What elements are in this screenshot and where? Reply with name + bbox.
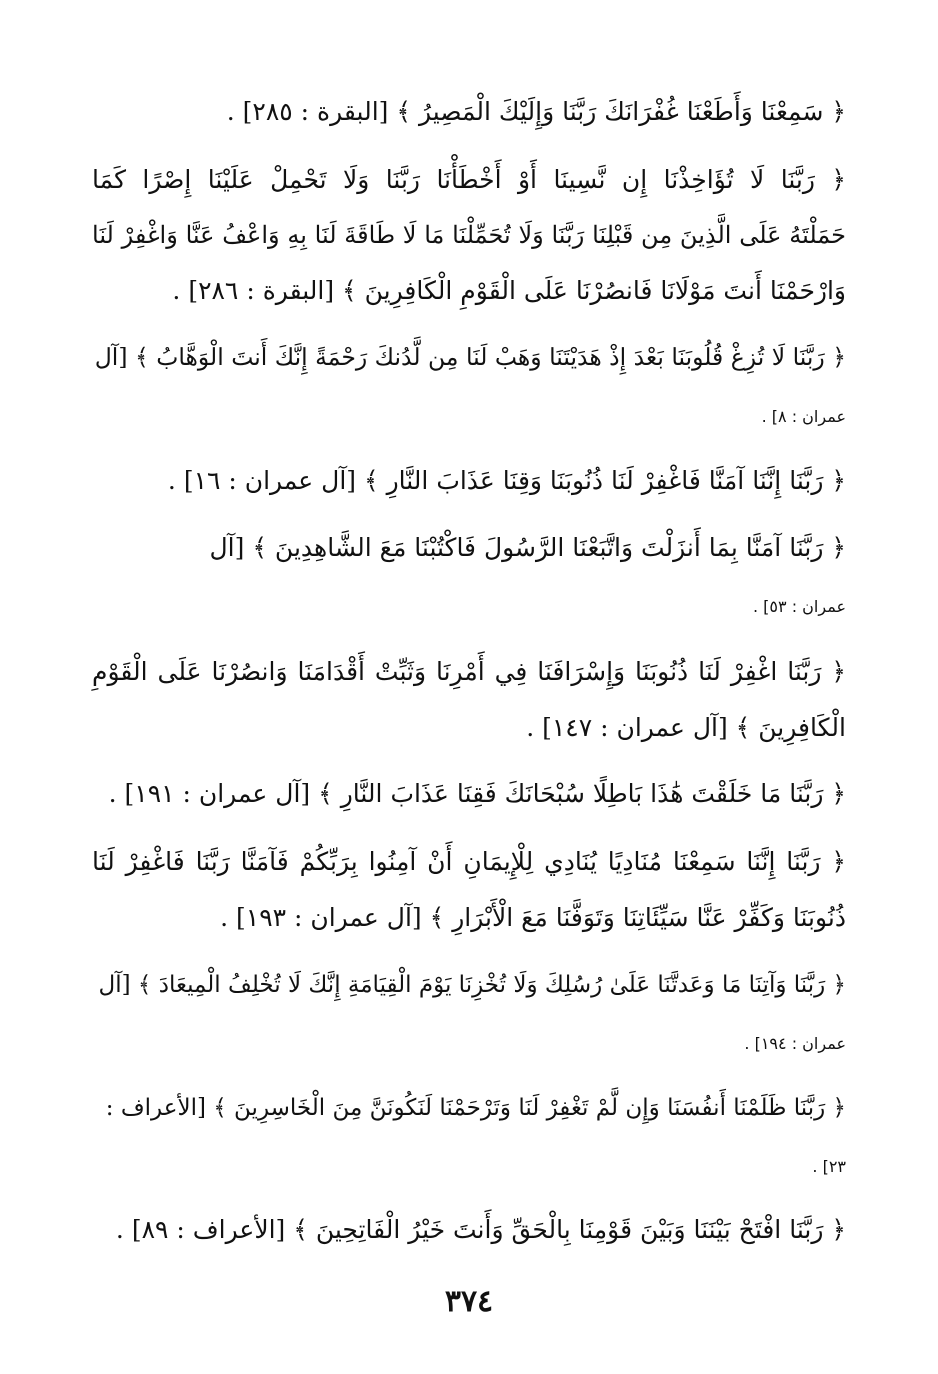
verse-line-11: الْكَافِرِينَ ﴾ [آل عمران : ١٤٧] . [526,713,846,742]
verse-line-19: ﴿ رَبَّنَا افْتَحْ بَيْنَنَا وَبَيْنَ قَوْمِنَا بِالْحَقِّ وَأَنتَ خَيْرُ الْفَاتِحِينَ ﴾ [الأعراف : ٨٩] . [115,1215,846,1244]
verse-line-15: ﴿ رَبَّنَا وَآتِنَا مَا وَعَدتَّنَا عَلَىٰ رُسُلِكَ وَلَا تُخْزِنَا يَوْمَ الْقِيَامَةِ إِنَّكَ لَا تُخْلِفُ الْمِيعَادَ ﴾ [آل [98,972,846,998]
verse-line-8: ﴿ رَبَّنَا آمَنَّا بِمَا أَنزَلْتَ وَاتَّبَعْنَا الرَّسُولَ فَاكْتُبْنَا مَعَ الشَّاهِدِينَ ﴾ [آل [209,533,846,562]
verse-line-12: ﴿ رَبَّنَا مَا خَلَقْتَ هَٰذَا بَاطِلًا سُبْحَانَكَ فَقِنَا عَذَابَ النَّارِ ﴾ [آل عمران : ١٩١] . [108,779,846,808]
verse-line-5: ﴿ رَبَّنَا لَا تُزِغْ قُلُوبَنَا بَعْدَ إِذْ هَدَيْتَنَا وَهَبْ لَنَا مِن لَّدُنكَ رَحْمَةً إِنَّكَ أَنتَ الْوَهَّابُ ﴾ [آل [94,343,846,371]
verse-line-17: ﴿ رَبَّنَا ظَلَمْنَا أَنفُسَنَا وَإِن لَّمْ تَغْفِرْ لَنَا وَتَرْحَمْنَا لَنَكُونَنَّ مِنَ الْخَاسِرِينَ ﴾ [الأعراف : [105,1095,846,1121]
verse-line-10: ﴿ رَبَّنَا اغْفِرْ لَنَا ذُنُوبَنَا وَإِسْرَافَنَا فِي أَمْرِنَا وَثَبِّتْ أَقْدَامَنَا وَانصُرْنَا عَلَى الْقَوْمِ [92,657,846,686]
verse-line-14: ذُنُوبَنَا وَكَفِّرْ عَنَّا سَيِّئَاتِنَا وَتَوَفَّنَا مَعَ الْأَبْرَارِ ﴾ [آل عمران : ١٩٣] . [220,903,846,932]
verse-line-2: ﴿ رَبَّنَا لَا تُؤَاخِذْنَا إِن نَّسِينَا أَوْ أَخْطَأْنَا رَبَّنَا وَلَا تَحْمِلْ عَلَيْنَا إِصْرًا كَمَا [92,165,846,194]
page-number: ٣٧٤ [444,1284,494,1319]
verse-line-9: عمران : ٥٣] . [753,597,846,616]
verse-line-3: حَمَلْتَهُ عَلَى الَّذِينَ مِن قَبْلِنَا رَبَّنَا وَلَا تُحَمِّلْنَا مَا لَا طَاقَةَ لَنَا بِهِ وَاعْفُ عَنَّا وَاغْفِرْ لَنَا [92,221,846,249]
verse-line-4: وَارْحَمْنَا أَنتَ مَوْلَانَا فَانصُرْنَا عَلَى الْقَوْمِ الْكَافِرِينَ ﴾ [البقرة : ٢٨٦] . [172,276,846,305]
verse-line-1: ﴿ سَمِعْنَا وَأَطَعْنَا غُفْرَانَكَ رَبَّنَا وَإِلَيْكَ الْمَصِيرُ ﴾ [البقرة : ٢٨٥] . [226,97,846,126]
verse-line-16: عمران : ١٩٤] . [744,1034,846,1053]
verse-line-13: ﴿ رَبَّنَا إِنَّنَا سَمِعْنَا مُنَادِيًا يُنَادِي لِلْإِيمَانِ أَنْ آمِنُوا بِرَبِّكُمْ فَآمَنَّا رَبَّنَا فَاغْفِرْ لَنَا [92,847,846,876]
verse-line-18: ٢٣] . [812,1157,846,1176]
verse-line-6: عمران : ٨] . [761,407,846,426]
verse-line-7: ﴿ رَبَّنَا إِنَّنَا آمَنَّا فَاغْفِرْ لَنَا ذُنُوبَنَا وَقِنَا عَذَابَ النَّارِ ﴾ [آل عمران : ١٦] . [167,466,846,495]
